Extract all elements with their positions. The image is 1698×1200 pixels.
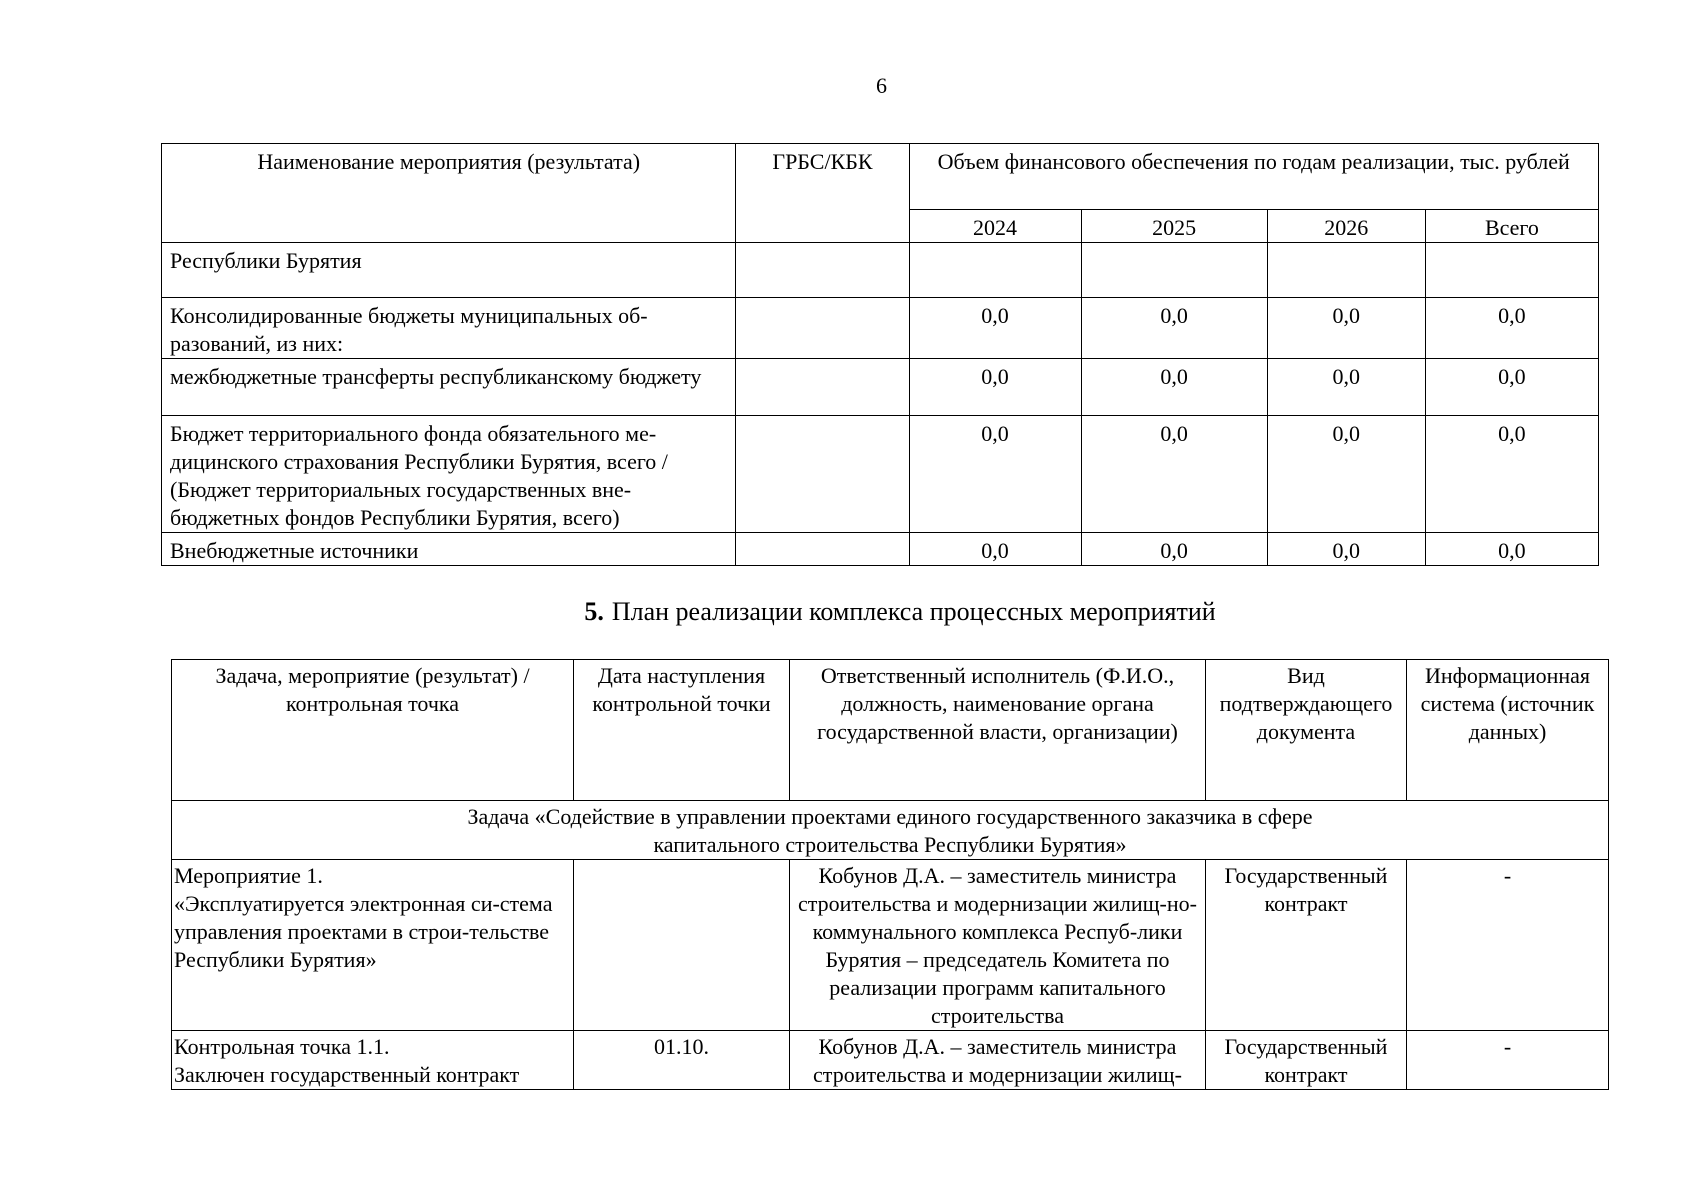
value-2025: 0,0	[1081, 359, 1267, 416]
value-2024: 0,0	[909, 359, 1081, 416]
value-2026: 0,0	[1267, 416, 1425, 533]
table-row	[162, 359, 1599, 416]
header-year-2024: 2024	[909, 210, 1081, 243]
table-row	[172, 1031, 1609, 1090]
table-row	[162, 243, 1599, 298]
row-name: Бюджет территориального фонда обязательного ме-дицинского страхования Республики Бурятия, всего / (Бюджет территориальных государственных вне-бюджетных фондов Республики Бурятия, всего)	[162, 416, 736, 533]
row-name: Республики Бурятия	[162, 243, 736, 298]
row-grbs	[736, 359, 909, 416]
header-year-2025: 2025	[1081, 210, 1267, 243]
info-system-cell: -	[1407, 1031, 1609, 1090]
table-row	[162, 416, 1599, 533]
header-total: Всего	[1425, 210, 1598, 243]
row-name: межбюджетные трансферты республиканскому бюджету	[162, 359, 736, 416]
header-name: Наименование мероприятия (результата)	[162, 144, 736, 243]
value-2026: 0,0	[1267, 298, 1425, 359]
value-total: 0,0	[1425, 359, 1598, 416]
header-year-2026: 2026	[1267, 210, 1425, 243]
table-row	[172, 860, 1609, 1031]
section-title: План реализации комплекса процессных мероприятий	[611, 597, 1216, 626]
header-date: Дата наступления контрольной точки	[574, 660, 790, 801]
value-2025: 0,0	[1081, 416, 1267, 533]
task-title: Контрольная точка 1.1.	[174, 1034, 390, 1059]
header-responsible: Ответственный исполнитель (Ф.И.О., должность, наименование органа государственной власти, организации)	[790, 660, 1206, 801]
doc-type-cell: Государственный контракт	[1206, 860, 1407, 1031]
table-row	[162, 533, 1599, 566]
value-2025: 0,0	[1081, 533, 1267, 566]
doc-type-cell: Государственный контракт	[1206, 1031, 1407, 1090]
row-grbs	[736, 416, 909, 533]
section-number: 5.	[584, 597, 604, 626]
table-row	[162, 298, 1599, 359]
value-2025	[1081, 243, 1267, 298]
header-grbs: ГРБС/КБК	[736, 144, 909, 243]
task-description: Заключен государственный контракт	[174, 1062, 520, 1087]
section-heading	[0, 596, 1698, 628]
row-grbs	[736, 298, 909, 359]
header-doc-type: Вид подтверждающего документа	[1206, 660, 1407, 801]
value-total: 0,0	[1425, 533, 1598, 566]
value-2024: 0,0	[909, 533, 1081, 566]
info-system-cell: -	[1407, 860, 1609, 1031]
value-2024	[909, 243, 1081, 298]
value-2024: 0,0	[909, 416, 1081, 533]
header-task: Задача, мероприятие (результат) / контрольная точка	[172, 660, 574, 801]
row-name: Консолидированные бюджеты муниципальных об-разований, из них:	[162, 298, 736, 359]
value-total: 0,0	[1425, 416, 1598, 533]
task-description: «Эксплуатируется электронная си-стема управления проектами в строи-тельстве Республики Бурятия»	[174, 891, 553, 972]
value-2026	[1267, 243, 1425, 298]
financing-table	[161, 143, 1599, 566]
value-total	[1425, 243, 1598, 298]
value-total: 0,0	[1425, 298, 1598, 359]
task-row: Задача «Содействие в управлении проектами единого государственного заказчика в сфере капитального строительства Республики Бурятия»	[172, 801, 1609, 860]
value-2026: 0,0	[1267, 533, 1425, 566]
responsible-cell: Кобунов Д.А. – заместитель министра строительства и модернизации жилищ-но-коммунального комплекса Респуб-лики Бурятия – председатель Комитета по реализации программ капитального строительства	[790, 860, 1206, 1031]
date-cell: 01.10.	[574, 1031, 790, 1090]
value-2025: 0,0	[1081, 298, 1267, 359]
task-cell	[172, 860, 574, 1031]
header-info-system: Информационная система (источник данных)	[1407, 660, 1609, 801]
header-volume: Объем финансового обеспечения по годам реализации, тыс. рублей	[909, 144, 1599, 210]
date-cell	[574, 860, 790, 1031]
responsible-cell: Кобунов Д.А. – заместитель министра строительства и модернизации жилищ-	[790, 1031, 1206, 1090]
value-2024: 0,0	[909, 298, 1081, 359]
task-cell	[172, 1031, 574, 1090]
row-name: Внебюджетные источники	[162, 533, 736, 566]
value-2026: 0,0	[1267, 359, 1425, 416]
row-grbs	[736, 533, 909, 566]
row-grbs	[736, 243, 909, 298]
page-number: 6	[876, 73, 887, 98]
plan-table	[171, 659, 1609, 1090]
task-title: Мероприятие 1.	[174, 863, 323, 888]
